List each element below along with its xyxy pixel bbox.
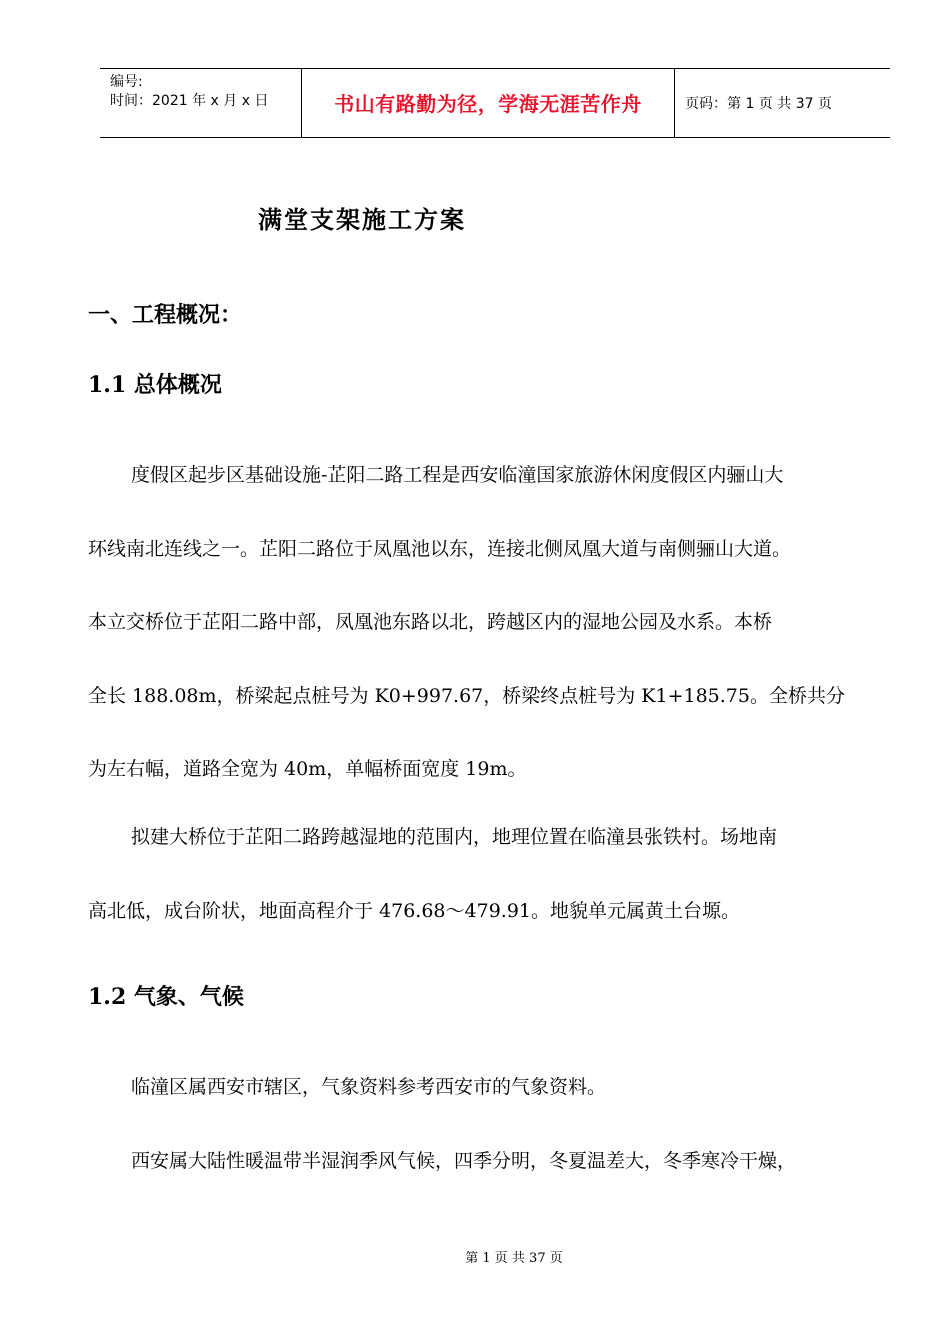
paragraph-line: 西安属大陆性暖温带半湿润季风气候，四季分明，冬夏温差大，冬季寒冷干燥，	[131, 1149, 797, 1172]
paragraph-line: 为左右幅，道路全宽为 40m，单幅桥面宽度 19m。	[88, 758, 527, 780]
header-time-label: 时间：2021 年 x 月 x 日	[110, 93, 269, 109]
header-number-label: 编号:	[110, 74, 143, 90]
paragraph-line: 本立交桥位于芷阳二路中部，凤凰池东路以北，跨越区内的湿地公园及水系。本桥	[88, 611, 773, 633]
paragraph-overview	[88, 439, 908, 807]
section-heading: 一、工程概况：	[88, 303, 243, 328]
paragraph-climate	[88, 1051, 908, 1198]
paragraph-line: 临潼区属西安市辖区，气象资料参考西安市的气象资料。	[131, 1076, 607, 1098]
header-left-cell	[110, 73, 300, 111]
header-motto: 书山有路勤为径，学海无涯苦作舟	[334, 92, 642, 116]
paragraph-site	[88, 801, 908, 948]
page-footer: 第 1 页 共 37 页	[465, 1251, 563, 1266]
subsection-heading-1-2: 1.2 气象、气候	[88, 984, 244, 1010]
header-divider	[674, 69, 675, 137]
document-title: 满堂支架施工方案	[258, 206, 466, 234]
header-page-info: 页码：第 1 页 共 37 页	[685, 96, 832, 112]
page-header	[100, 68, 890, 138]
paragraph-line: 度假区起步区基础设施-芷阳二路工程是西安临潼国家旅游休闲度假区内骊山大	[131, 464, 784, 486]
paragraph-line: 拟建大桥位于芷阳二路跨越湿地的范围内，地理位置在临潼县张铁村。场地南	[131, 826, 778, 848]
paragraph-line: 环线南北连线之一。芷阳二路位于凤凰池以东，连接北侧凤凰大道与南侧骊山大道。	[88, 537, 792, 560]
paragraph-line: 高北低，成台阶状，地面高程介于 476.68～479.91。地貌单元属黄土台塬。	[88, 899, 741, 922]
subsection-heading-1-1: 1.1 总体概况	[88, 372, 222, 398]
paragraph-line: 全长 188.08m，桥梁起点桩号为 K0+997.67，桥梁终点桩号为 K1+185.75。全桥共分	[88, 684, 845, 707]
